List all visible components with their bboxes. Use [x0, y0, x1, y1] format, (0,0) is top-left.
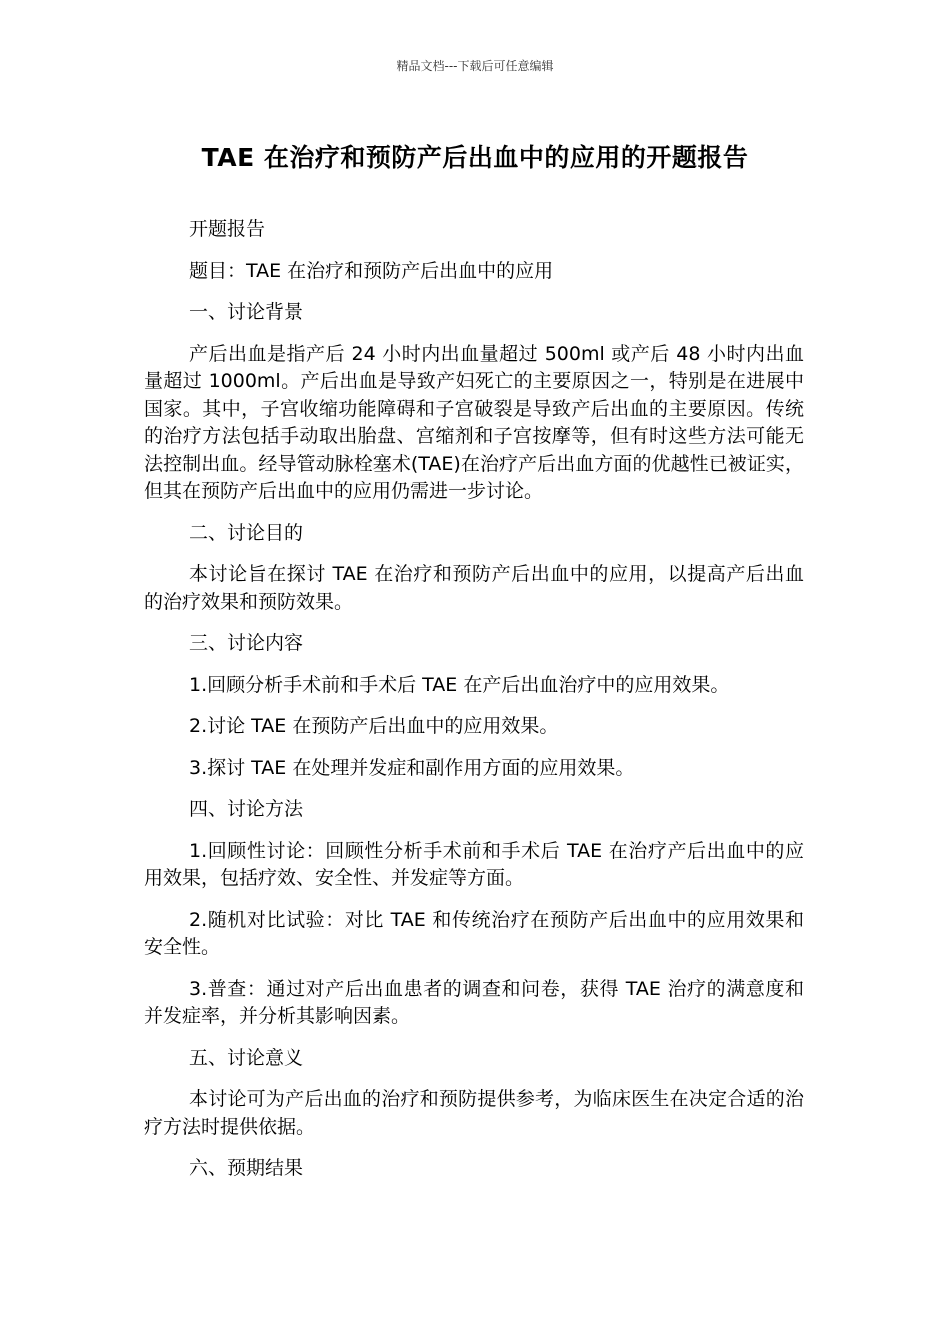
heading-expected-results: 六、预期结果	[189, 1157, 304, 1179]
list-item-content-3: 3.探讨 TAE 在处理并发症和副作用方面的应用效果。	[189, 756, 635, 779]
list-item-method-2: 2.随机对比试验：对比 TAE 和传统治疗在预防产后出血中的应用效果和安全性。	[144, 908, 804, 958]
topic-line: 题目：TAE 在治疗和预防产后出血中的应用	[189, 259, 554, 282]
heading-significance: 五、讨论意义	[189, 1046, 304, 1069]
header-note: 精品文档---下载后可任意编辑	[396, 59, 554, 73]
list-item-content-1: 1.回顾分析手术前和手术后 TAE 在产后出血治疗中的应用效果。	[189, 673, 730, 696]
heading-content: 三、讨论内容	[189, 632, 304, 654]
paragraph-significance: 本讨论可为产后出血的治疗和预防提供参考，为临床医生在决定合适的治疗方法时提供依据。	[144, 1088, 804, 1138]
paragraph-background: 产后出血是指产后 24 小时内出血量超过 500ml 或产后 48 小时内出血量超过 1000ml。产后出血是导致产妇死亡的主要原因之一，特别是在进展中国家。其中，子宫收缩功能障碍和子宫破裂是导致产后出血的主要原因。传统的治疗方法包括手动取出胎盘、宫缩剂和子宫按摩等，但有时这些方法可能无法控制出血。经导管动脉栓塞术(TAE)在治疗产后出血方面的优越性已被证实，但其在预防产后出血中的应用仍需进一步讨论。	[144, 342, 804, 502]
list-item-content-2: 2.讨论 TAE 在预防产后出血中的应用效果。	[189, 715, 559, 737]
paragraph-purpose: 本讨论旨在探讨 TAE 在治疗和预防产后出血中的应用，以提高产后出血的治疗效果和预防效果。	[144, 563, 804, 613]
heading-purpose: 二、讨论目的	[189, 521, 304, 544]
section-label-report: 开题报告	[189, 218, 266, 240]
list-item-method-1: 1.回顾性讨论：回顾性分析手术前和手术后 TAE 在治疗产后出血中的应用效果，包括疗效、安全性、并发症等方面。	[144, 839, 804, 889]
document-body	[144, 216, 804, 1197]
heading-background: 一、讨论背景	[189, 301, 304, 323]
list-item-method-3: 3.普查：通过对产后出血患者的调查和问卷，获得 TAE 治疗的满意度和并发症率，并分析其影响因素。	[144, 977, 804, 1027]
document-title: TAE 在治疗和预防产后出血中的应用的开题报告	[201, 143, 749, 172]
heading-methods: 四、讨论方法	[189, 798, 304, 820]
